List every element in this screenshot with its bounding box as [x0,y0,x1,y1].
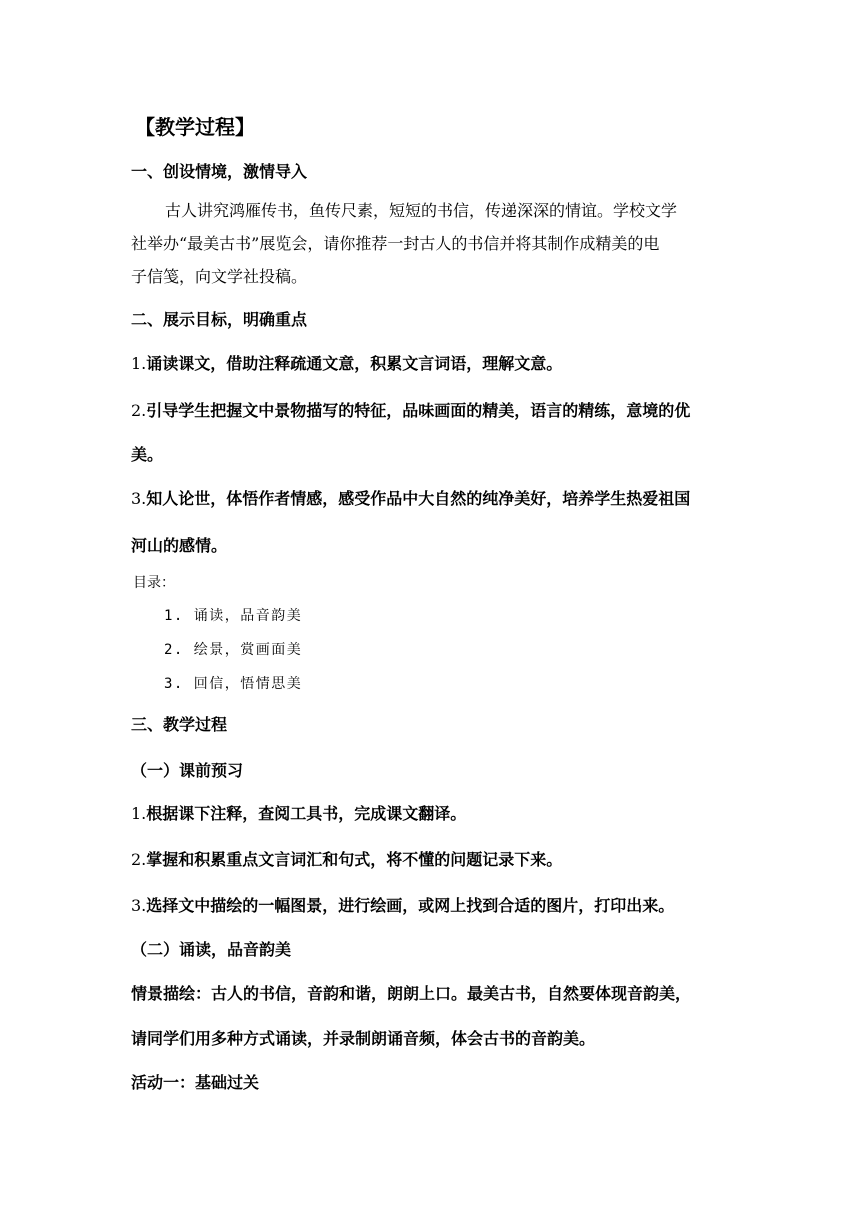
preview-number: 2. [131,850,147,869]
goal-item [131,356,562,372]
preview-item [131,852,562,868]
toc-item: 2. 绘景，赏画面美 [164,642,303,658]
subsection-heading-preview: （一）课前预习 [131,761,244,780]
preview-text: 选择文中描绘的一幅图景，进行绘画，或网上找到合适的图片，打印出来。 [146,896,675,915]
preview-item [131,898,674,914]
intro-paragraph-line: 古人讲究鸿雁传书，鱼传尺素，短短的书信，传递深深的情谊。学校文学 [165,201,678,220]
goal-number: 1. [131,354,147,373]
intro-paragraph-line: 社举办“最美古书”展览会，请你推荐一封古人的书信并将其制作成精美的电 [131,234,660,253]
preview-number: 1. [131,804,147,823]
section-heading-goals: 二、展示目标，明确重点 [131,310,308,329]
preview-item [131,806,466,822]
preview-text: 根据课下注释，查阅工具书，完成课文翻译。 [146,804,467,823]
goal-text: 知人论世，体悟作者情感，感受作品中大自然的纯净美好，培养学生热爱祖国 [146,489,691,508]
toc-item: 3. 回信，悟情思美 [164,676,303,692]
goal-text: 诵读课文，借助注释疏通文意，积累文言词语，理解文意。 [146,354,563,373]
section-heading-intro: 一、创设情境，激情导入 [131,162,308,181]
goal-item [131,491,690,507]
toc-label: 目录： [133,575,175,591]
goal-item [131,403,690,419]
page-title: 【教学过程】 [135,115,255,139]
goal-number: 3. [131,489,147,508]
goal-text-continued: 美。 [131,445,164,464]
toc-item: 1. 诵读，品音韵美 [164,608,303,624]
activity-heading: 活动一：基础过关 [131,1073,260,1092]
subsection-heading-reading: （二）诵读，品音韵美 [131,940,292,959]
intro-paragraph-line: 子信笺，向文学社投稿。 [131,267,308,286]
goal-text-continued: 河山的感情。 [131,536,228,555]
section-heading-process: 三、教学过程 [131,715,228,734]
goal-text: 引导学生把握文中景物描写的特征，品味画面的精美，语言的精练，意境的优 [146,401,691,420]
scene-description-line: 情景描绘：古人的书信，音韵和谐，朗朗上口。最美古书，自然要体现音韵美， [131,984,692,1003]
preview-number: 3. [131,896,147,915]
scene-description-line: 请同学们用多种方式诵读，并录制朗诵音频，体会古书的音韵美。 [131,1029,596,1048]
preview-text: 掌握和积累重点文言词汇和句式，将不懂的问题记录下来。 [146,850,563,869]
goal-number: 2. [131,401,147,420]
